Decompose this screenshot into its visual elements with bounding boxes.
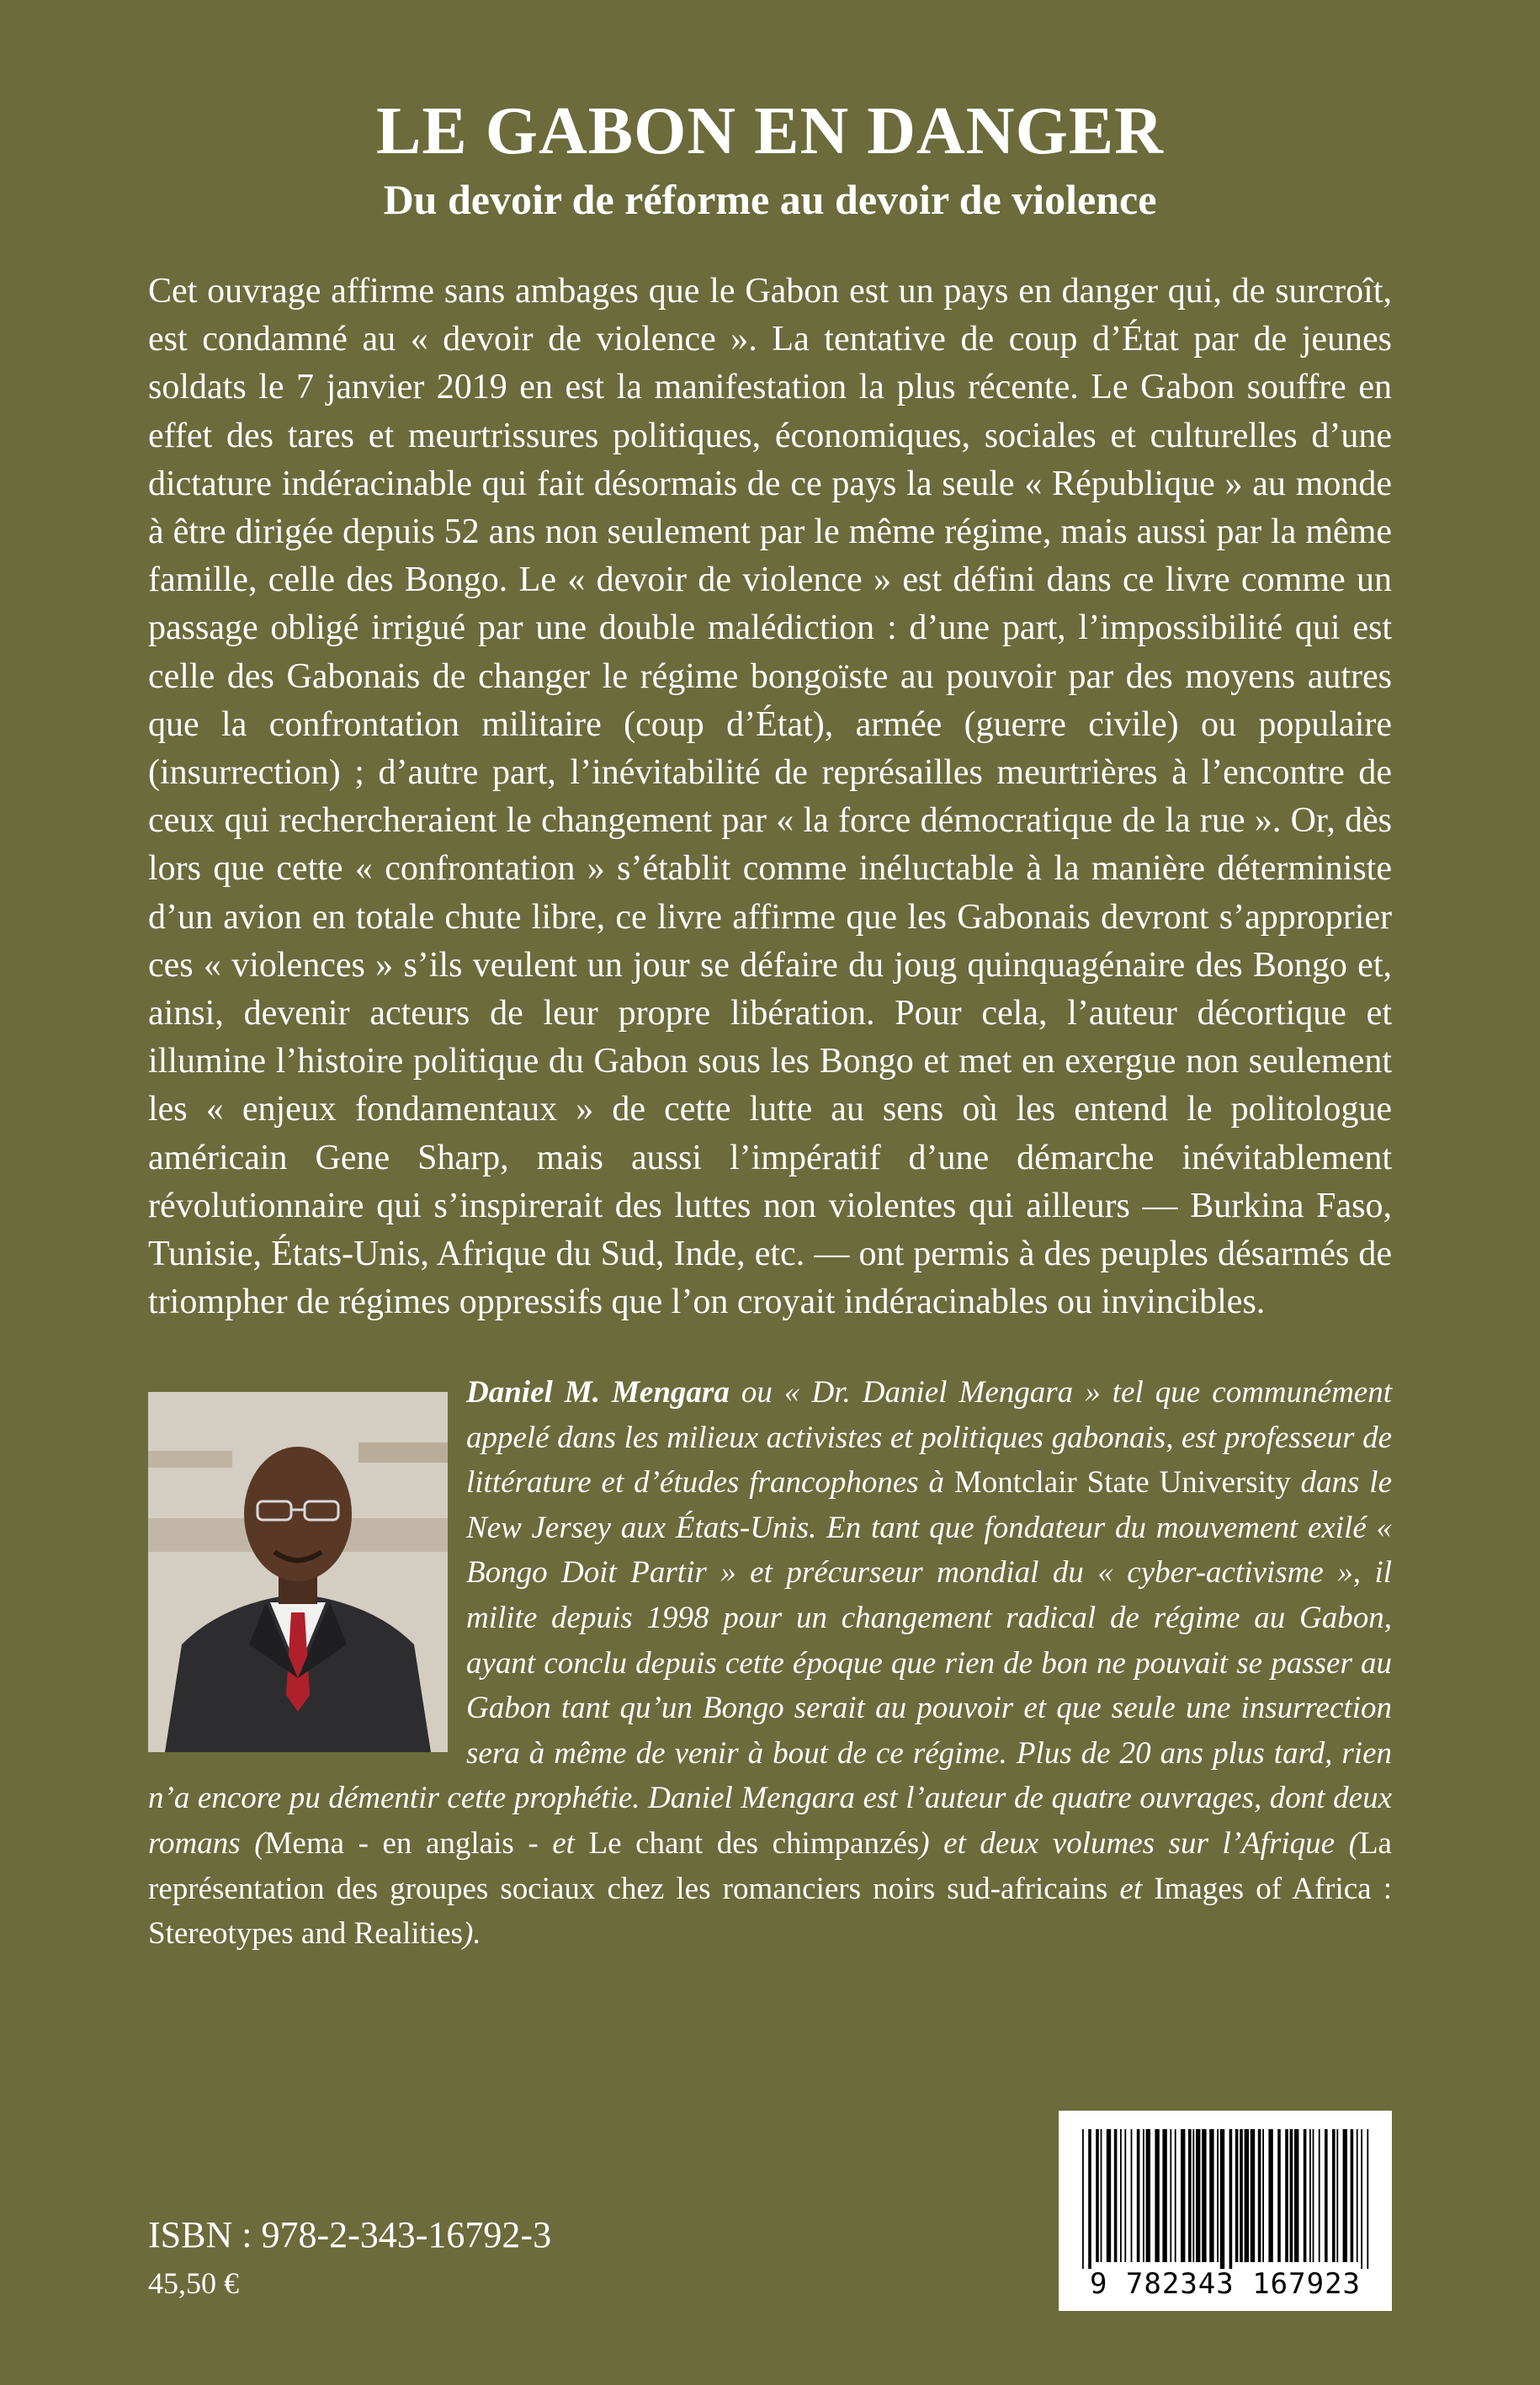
barcode-bar	[1082, 2129, 1084, 2269]
blurb-text: Cet ouvrage affirme sans ambages que le Gabon est un pays en danger qui, de surcroît, est condamné au « devoir de violence ». La tentative de coup d’État par de jeunes soldats le 7 janvier 2019 en est la manifestation la plus récente. Le Gabon souffre en effet des tares et meurtrissures politiques, économiques, sociales et culturelles d’une dictature indéracinable qui fait désormais de ce pays la seule « République » au monde à être dirigée depuis 52 ans non seulement par le même régime, mais aussi par la même famille, celle des Bongo. Le « devoir de violence » est défini dans ce livre comme un passage obligé irrigué par une double malédiction : d’une part, l’impossibilité qui est celle des Gabonais de changer le régime bongoïste au pouvoir par des moyens autres que la confrontation militaire (coup d’État), armée (guerre civile) ou populaire (insurrection) ; d’autre part, l’inévitabilité de représailles meurtrières à l’encontre de ceux qui rechercheraient le changement par « la force démocratique de la rue ». Or, dès lors que cette « confrontation » s’établit comme inéluctable à la manière déterministe d’un avion en totale chute libre, ce livre affirme que les Gabonais devront s’approprier ces « violences » s’ils veulent un jour se défaire du joug quinquagénaire des Bongo et, ainsi, devenir acteurs de leur propre libération. Pour cela, l’auteur décortique et illumine l’histoire politique du Gabon sous les Bongo et met en exergue non seulement les « enjeux fondamentaux » de cette lutte au sens où les entend le politologue américain Gene Sharp, mais aussi l’impératif d’une démarche inévitablement révolutionnaire qui s’inspirerait des luttes non violentes qui ailleurs — Burkina Faso, Tunisie, États-Unis, Afrique du Sud, Inde, etc. — ont permis à des peuples désarmés de triompher de régimes oppressifs que l’on croyait indéracinables ou invincibles.	[148, 272, 1392, 1322]
barcode-bar	[1143, 2129, 1144, 2262]
barcode-bars	[1075, 2129, 1375, 2269]
book-title-1: Mema - en anglais -	[264, 1825, 553, 1861]
barcode-bar	[1251, 2129, 1255, 2262]
barcode-bar	[1155, 2129, 1159, 2262]
barcode-bar	[1209, 2129, 1213, 2262]
barcode-bar	[1217, 2129, 1219, 2262]
bio-part-3: et	[552, 1825, 575, 1861]
barcode-bar	[1146, 2129, 1150, 2262]
barcode-bar	[1357, 2129, 1358, 2262]
barcode-bar	[1220, 2129, 1224, 2269]
university-name: Montclair State University	[953, 1465, 1291, 1501]
barcode-bar	[1188, 2129, 1192, 2262]
barcode-bar	[1170, 2129, 1171, 2262]
bio-part-6: ).	[463, 1916, 481, 1952]
barcode-bar	[1181, 2129, 1185, 2262]
barcode-bar	[1319, 2129, 1320, 2262]
isbn: ISBN : 978-2-343-16792-3	[148, 2214, 552, 2255]
barcode-bar	[1361, 2129, 1362, 2269]
barcode-bar	[1107, 2129, 1111, 2262]
barcode-bar	[1367, 2129, 1368, 2269]
barcode-bar	[1262, 2129, 1264, 2262]
cover-title: LE GABON EN DANGER	[376, 94, 1164, 168]
barcode-bar	[1120, 2129, 1122, 2262]
barcode-bar	[1240, 2129, 1243, 2262]
barcode-bar	[1309, 2129, 1311, 2262]
book-title-4: Images of Africa : Stereotypes and Realities	[148, 1871, 1392, 1952]
barcode-bar	[1290, 2129, 1293, 2262]
barcode-bar	[1294, 2129, 1298, 2262]
barcode-bar	[1131, 2129, 1133, 2262]
bio-part-1: ou « Dr. Daniel Mengara » tel que communément appelé dans les milieux activistes et politiques gabonais, est professeur de littérature et d’études francophones à	[466, 1375, 1392, 1501]
barcode-digits: 9 782343 167923	[1089, 2267, 1362, 2301]
barcode-bar	[1124, 2129, 1126, 2262]
barcode-bar	[1268, 2129, 1272, 2262]
barcode-bar	[1277, 2129, 1281, 2262]
barcode-bar	[1258, 2129, 1261, 2262]
barcode-bar	[1192, 2129, 1194, 2262]
price: 45,50 €	[148, 2266, 239, 2300]
barcode-bar	[1137, 2129, 1140, 2262]
cover-subtitle: Du devoir de réforme au devoir de violence	[383, 176, 1157, 223]
barcode-bar	[1175, 2129, 1176, 2262]
barcode-bar	[1313, 2129, 1314, 2262]
book-title-2: Le chant des chimpanzés	[574, 1825, 920, 1861]
barcode-bar	[1332, 2129, 1336, 2262]
barcode-bar	[1285, 2129, 1288, 2262]
barcode-bar	[1162, 2129, 1166, 2262]
book-title-3: La représentation des groupes sociaux chez les romanciers noirs sud-africains	[148, 1825, 1392, 1906]
barcode	[1059, 2111, 1392, 2311]
barcode-bar	[1202, 2129, 1206, 2262]
barcode-bar	[1325, 2129, 1328, 2262]
bio-part-4: ) et deux volumes sur l’Afrique (	[919, 1825, 1359, 1861]
barcode-bar	[1245, 2129, 1249, 2262]
barcode-bar	[1336, 2129, 1338, 2262]
barcode-bar	[1096, 2129, 1099, 2262]
author-bio	[148, 1370, 1392, 1957]
barcode-bar	[1196, 2129, 1200, 2262]
bio-part-5: et	[1119, 1871, 1143, 1906]
barcode-bar	[1229, 2129, 1233, 2269]
barcode-bar	[1343, 2129, 1347, 2262]
barcode-bar	[1088, 2129, 1091, 2269]
barcode-bar	[1114, 2129, 1118, 2262]
author-name: Daniel M. Mengara	[466, 1375, 730, 1410]
barcode-bar	[1101, 2129, 1102, 2262]
barcode-bar	[1304, 2129, 1307, 2262]
bio-part-2: dans le New Jersey aux États-Unis. En tant que fondateur du mouvement exilé « Bongo Doit Partir » et précurseur mondial du « cyber-activisme », il milite depuis 1998 pour un changement radical de régime au Gabon, ayant conclu depuis cette époque que rien de bon ne pouvait se passer au Gabon tant qu’un Bongo serait au pouvoir et que seule une insurrection sera à même de venir à bout de ce régime. Plus de 20 ans plus tard, rien n’a encore pu démentir cette prophétie. Daniel Mengara est l’auteur de quatre ouvrages, dont deux romans (	[148, 1465, 1393, 1861]
barcode-bar	[1351, 2129, 1354, 2262]
barcode-bar	[1235, 2129, 1239, 2262]
